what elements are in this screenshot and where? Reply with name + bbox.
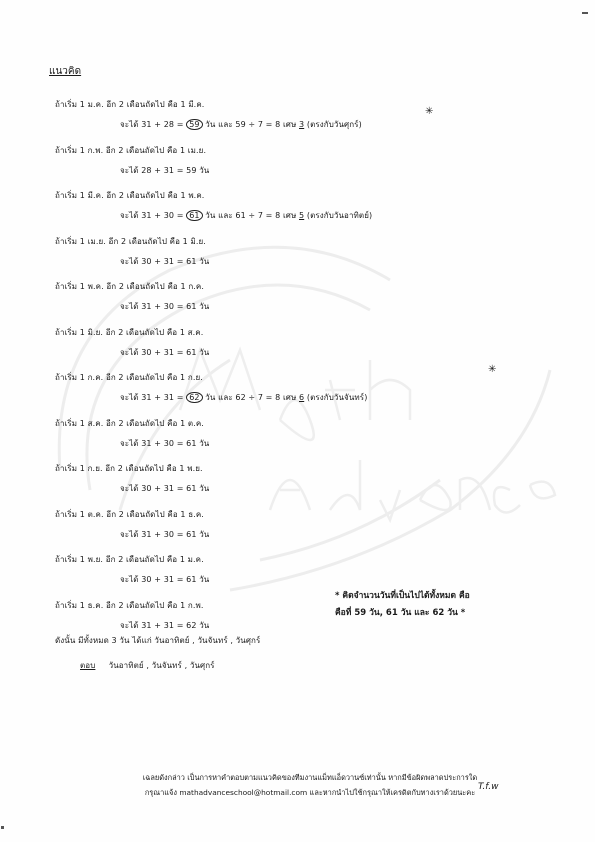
circled-day-count: 62 (186, 392, 202, 403)
sum-expression: จะได้ 30 + 31 = 61 วัน (120, 256, 210, 266)
calculation-line (120, 346, 209, 359)
condition-line: ถ้าเริ่ม 1 มิ.ย. อีก 2 เดือนถัดไป คือ 1 ส.ค. (55, 327, 204, 337)
calculation-line (120, 482, 209, 495)
sum-expression: จะได้ 31 + 30 = 61 วัน (120, 529, 210, 539)
circled-day-count: 59 (186, 119, 202, 130)
condition-line: ถ้าเริ่ม 1 เม.ย. อีก 2 เดือนถัดไป คือ 1 มิ.ย. (55, 236, 206, 246)
calculation-line (120, 164, 209, 177)
calculation-line (120, 437, 209, 450)
footer-line-2: กรุณาแจ้ง mathadvanceschool@hotmail.com และหากนำไปใช้กรุณาให้เครดิตกับทางเราด้วยนะคะ (144, 788, 476, 797)
condition-line: ถ้าเริ่ม 1 มี.ค. อีก 2 เดือนถัดไป คือ 1 พ.ค. (55, 191, 205, 200)
remainder-expression: และ 62 ÷ 7 = 8 เศษ (218, 393, 297, 402)
condition-line: ถ้าเริ่ม 1 ม.ค. อีก 2 เดือนถัดไป คือ 1 มี.ค. (55, 100, 205, 109)
answer-text: วันอาทิตย์ , วันจันทร์ , วันศุกร์ (108, 661, 215, 670)
sum-expression: จะได้ 30 + 31 = 61 วัน (120, 347, 210, 357)
calculation-line (120, 391, 367, 404)
unit-label: วัน (205, 211, 216, 220)
footer-notice (80, 770, 540, 800)
weekday-note: (ตรงกับวันจันทร์) (306, 393, 368, 402)
answer-line (80, 659, 215, 672)
scan-mark (582, 12, 588, 14)
remainder-value: 5 (299, 211, 305, 220)
condition-line: ถ้าเริ่ม 1 ต.ค. อีก 2 เดือนถัดไป คือ 1 ธ.ค. (55, 509, 204, 519)
conclusion-line: ดังนั้น มีทั้งหมด 3 วัน ได้แก่ วันอาทิตย์ , วันจันทร์ , วันศุกร์ (55, 636, 261, 645)
sum-expression: จะได้ 31 + 30 = (120, 211, 184, 220)
calculation-line (120, 209, 372, 222)
scan-mark (1, 826, 4, 829)
sum-expression: จะได้ 31 + 31 = (120, 393, 184, 402)
calculation-line (120, 255, 209, 268)
condition-line: ถ้าเริ่ม 1 พ.ค. อีก 2 เดือนถัดไป คือ 1 ก.ค. (55, 282, 204, 291)
calculation-line (120, 619, 209, 632)
calculation-line (120, 118, 362, 131)
star-mark-icon: ✳ (425, 106, 434, 117)
note-line-1: * คิดจำนวนวันที่เป็นไปได้ทั้งหมด คือ (335, 591, 470, 601)
signature: T.f.w (478, 782, 499, 792)
calculation-line (120, 528, 209, 541)
remainder-expression: และ 59 ÷ 7 = 8 เศษ (218, 120, 297, 129)
sum-expression: จะได้ 31 + 31 = 62 วัน (120, 620, 210, 630)
condition-line: ถ้าเริ่ม 1 ก.พ. อีก 2 เดือนถัดไป คือ 1 เม.ย. (55, 145, 207, 155)
unit-label: วัน (205, 393, 216, 402)
sum-expression: จะได้ 31 + 28 = (120, 120, 184, 129)
sum-expression: จะได้ 31 + 30 = 61 วัน (120, 302, 210, 311)
footer-line-1: เฉลยดังกล่าว เป็นการหาคำตอบตามแนวคิดของทีมงานแม็ทแอ็ดวานซ์เท่านั้น หากมีข้อผิดพลาดประการใด (142, 773, 478, 782)
weekday-note: (ตรงกับวันอาทิตย์) (306, 211, 373, 220)
circled-day-count: 61 (186, 210, 202, 221)
calculation-line (120, 300, 209, 313)
sum-expression: จะได้ 30 + 31 = 61 วัน (120, 484, 210, 493)
star-mark-icon: ✳ (488, 364, 497, 375)
weekday-note: (ตรงกับวันศุกร์) (306, 120, 362, 129)
sum-expression: จะได้ 31 + 30 = 61 วัน (120, 438, 210, 448)
note-line-2: คือที่ 59 วัน, 61 วัน และ 62 วัน * (335, 608, 466, 618)
condition-line: ถ้าเริ่ม 1 ก.ค. อีก 2 เดือนถัดไป คือ 1 ก.ย. (55, 373, 203, 382)
condition-line: ถ้าเริ่ม 1 ธ.ค. อีก 2 เดือนถัดไป คือ 1 ก.พ. (55, 600, 204, 610)
condition-line: ถ้าเริ่ม 1 ส.ค. อีก 2 เดือนถัดไป คือ 1 ต.ค. (55, 418, 204, 428)
unit-label: วัน (205, 120, 216, 129)
remainder-value: 3 (299, 120, 305, 129)
sum-expression: จะได้ 28 + 31 = 59 วัน (120, 165, 210, 175)
section-title: แนวคิด (49, 66, 82, 77)
remainder-value: 6 (299, 393, 305, 402)
remainder-expression: และ 61 ÷ 7 = 8 เศษ (218, 211, 297, 220)
answer-label: ตอบ (80, 661, 96, 670)
condition-line: ถ้าเริ่ม 1 ก.ย. อีก 2 เดือนถัดไป คือ 1 พ.ย. (55, 464, 203, 473)
condition-line: ถ้าเริ่ม 1 พ.ย. อีก 2 เดือนถัดไป คือ 1 ม.ค. (55, 555, 204, 564)
sum-expression: จะได้ 30 + 31 = 61 วัน (120, 575, 210, 584)
calculation-line (120, 573, 209, 586)
